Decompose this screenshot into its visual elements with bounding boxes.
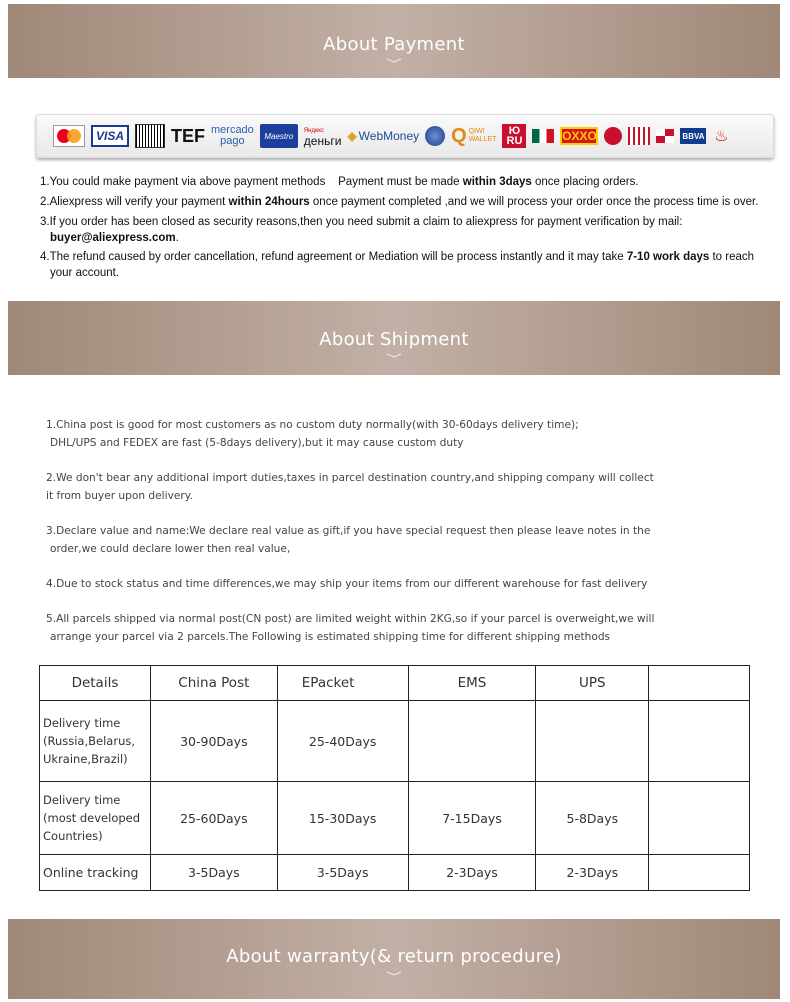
table-cell <box>649 855 750 891</box>
boleto-logo <box>135 124 165 148</box>
table-cell: 5-8Days <box>536 782 649 855</box>
payment-term-4-cont: your account. <box>50 267 120 279</box>
hsbc-logo <box>656 129 674 143</box>
mercado-pago-logo: mercado pago <box>211 124 254 147</box>
table-row <box>40 782 750 855</box>
table-cell <box>536 701 649 782</box>
shipment-note-1: 1.China post is good for most customers as no custom duty normally(with 30-60days delivery time); DHL/UPS and FEDEX are fast (5-8days delivery),but it may cause custom duty <box>46 419 579 449</box>
qiwi-wallet-logo: Q QIWI WALLET <box>451 124 497 147</box>
shipment-title: About Shipment <box>319 329 469 350</box>
santander-logo: ♨ <box>714 128 729 145</box>
shipment-banner <box>8 301 780 375</box>
shipment-note-2: 2.We don't bear any additional import duties,taxes in parcel destination country,and shipping company will collect it from buyer upon delivery. <box>46 472 654 502</box>
bbva-logo: BBVA <box>680 128 706 144</box>
table-row-label: Delivery time (most developed Countries) <box>40 782 151 855</box>
table-header-row <box>40 666 750 701</box>
table-cell <box>408 701 536 782</box>
warranty-title: About warranty(& return procedure) <box>226 946 562 967</box>
table-row <box>40 855 750 891</box>
table-header-cell: UPS <box>536 666 649 701</box>
table-header-cell: EPacket <box>277 666 408 701</box>
table-row-label: Online tracking <box>40 855 151 891</box>
table-cell: 15-30Days <box>277 782 408 855</box>
oxxo-logo: OXXO <box>562 129 597 143</box>
payment-term-3-email: buyer@aliexpress.com. <box>50 232 179 244</box>
payment-title: About Payment <box>323 34 465 55</box>
payment-terms <box>40 174 758 281</box>
chevron-down-icon <box>386 58 402 63</box>
table-header-cell: EMS <box>408 666 536 701</box>
payment-term-2: 2.Aliexpress will verify your payment within 24hours once payment completed ,and we will process your order once the process time is over. <box>40 196 759 208</box>
shipment-note-5: 5.All parcels shipped via normal post(CN post) are limited weight within 2KG,so if your parcel is overweight,we will arrange your parcel via 2 parcels.The Following is estimated shipping time for different shipping methods <box>46 613 655 643</box>
chevron-down-icon <box>386 971 402 976</box>
payment-term-1: 1.You could make payment via above payment methods Payment must be made within 3days once placing orders. <box>40 176 639 188</box>
payment-methods-logos <box>36 114 774 158</box>
visa-logo: VISA <box>91 125 129 147</box>
mastercard-logo <box>53 125 85 147</box>
payment-banner <box>8 4 780 78</box>
table-row-label: Delivery time (Russia,Belarus, Ukraine,Brazil) <box>40 701 151 782</box>
ru-logo: Ю RU <box>502 124 526 148</box>
table-header-cell <box>649 666 750 701</box>
globe-icon <box>425 126 445 146</box>
maestro-logo: Maestro <box>260 124 298 148</box>
mexico-flag-icon <box>532 129 554 143</box>
payment-term-4: 4.The refund caused by order cancellation, refund agreement or Mediation will be process instantly and it may take 7-10 work days to reach <box>40 251 755 263</box>
yandex-money-logo: Яндекс деньги <box>303 128 342 148</box>
shipping-time-table <box>39 665 750 891</box>
payment-term-3: 3.If you order has been closed as security reasons,then you need submit a claim to aliexpress for payment verification by mail: <box>40 216 683 228</box>
bank-building-icon <box>628 127 650 145</box>
table-cell: 3-5Days <box>150 855 277 891</box>
table-cell: 2-3Days <box>536 855 649 891</box>
shipment-notes <box>46 416 746 663</box>
table-cell <box>649 701 750 782</box>
shipment-note-4: 4.Due to stock status and time differences,we may ship your items from our different warehouse for fast delivery <box>46 578 648 590</box>
table-header-cell: Details <box>40 666 151 701</box>
bank-logo <box>604 127 622 145</box>
chevron-down-icon <box>386 353 402 358</box>
table-cell: 25-60Days <box>150 782 277 855</box>
shipment-note-3: 3.Declare value and name:We declare real value as gift,if you have special request then please leave notes in the order,we could declare lower then real value, <box>46 525 651 555</box>
table-cell: 25-40Days <box>277 701 408 782</box>
table-cell <box>649 782 750 855</box>
table-header-cell: China Post <box>150 666 277 701</box>
webmoney-logo: ◈ WebMoney <box>347 129 420 143</box>
table-cell: 30-90Days <box>150 701 277 782</box>
table-cell: 3-5Days <box>277 855 408 891</box>
warranty-banner <box>8 919 780 999</box>
table-cell: 2-3Days <box>408 855 536 891</box>
table-cell: 7-15Days <box>408 782 536 855</box>
support-email: buyer@aliexpress.com <box>50 232 176 244</box>
table-row <box>40 701 750 782</box>
tef-logo: TEF <box>171 125 205 146</box>
